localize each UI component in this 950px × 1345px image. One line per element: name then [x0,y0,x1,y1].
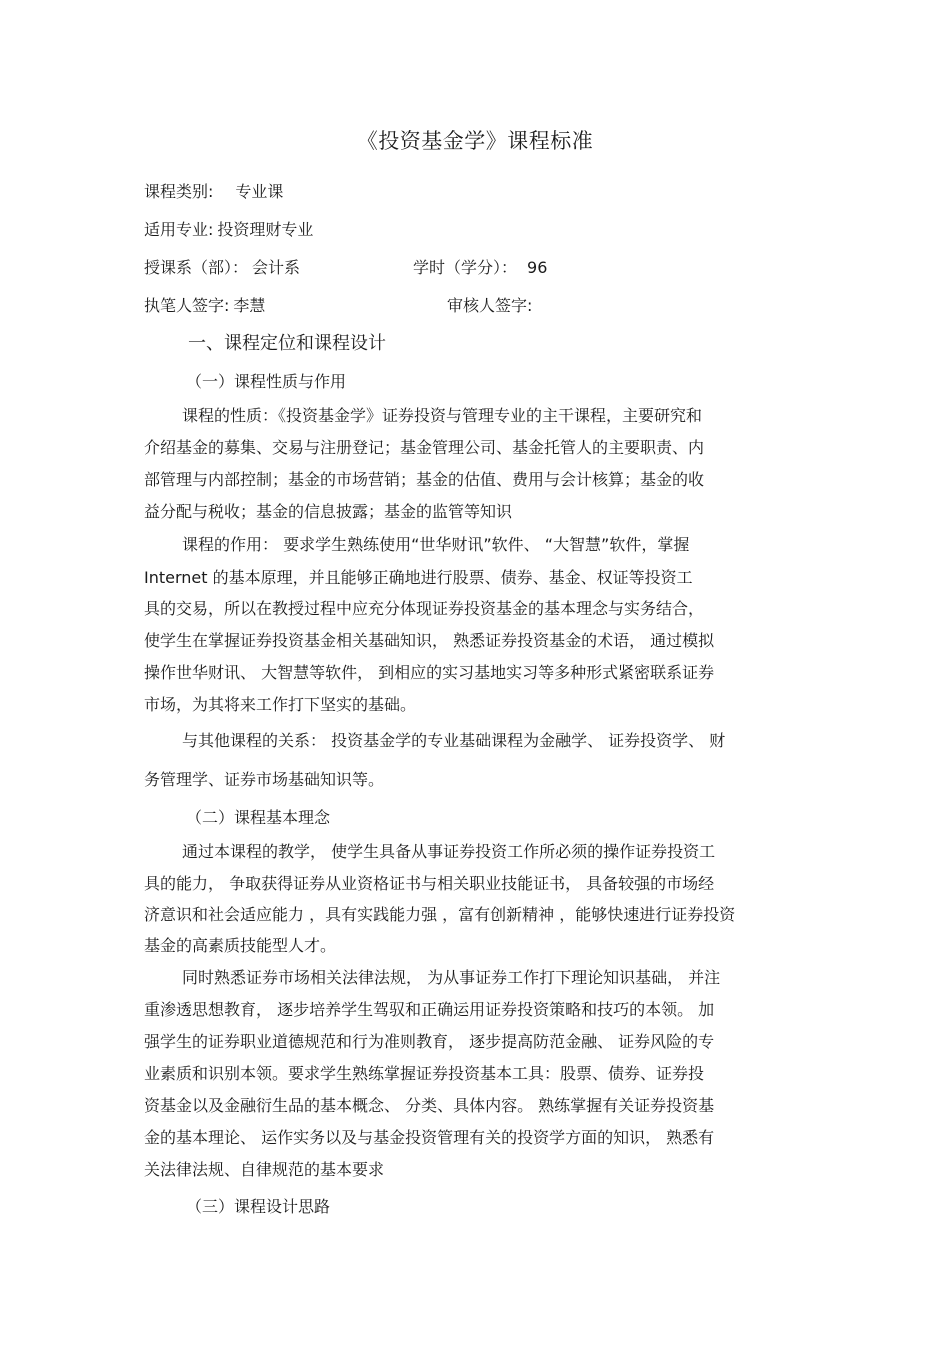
paragraph-line: Internet 的基本原理，并且能够正确地进行股票、债券、基金、权证等投资工 [144,568,693,587]
section-heading-1: 一、课程定位和课程设计 [188,333,386,354]
paragraph-line: 益分配与税收；基金的信息披露；基金的监管等知识 [144,502,513,521]
paragraph-line: 课程的性质：《投资基金学》证券投资与管理专业的主干课程，主要研究和 [182,406,703,425]
paragraph-line: 具的能力， 争取获得证券从业资格证书与相关职业技能证书， 具备较强的市场经 [144,874,715,893]
meta-author [144,294,265,318]
meta-category [144,180,283,204]
meta-dept [144,256,300,280]
category-label: 课程类别: [144,182,214,201]
paragraph-line: 部管理与内部控制；基金的市场营销；基金的估值、费用与会计核算；基金的收 [144,470,705,489]
major-value: 投资理财专业 [217,220,314,239]
paragraph-line: 使学生在掌握证券投资基金相关基础知识， 熟悉证券投资基金的术语， 通过模拟 [144,631,715,650]
paragraph-line: 具的交易，所以在教授过程中应充分体现证券投资基金的基本理念与实务结合， [144,599,705,618]
paragraph-line: 资基金以及金融衍生品的基本概念、 分类、具体内容。 熟练掌握有关证券投资基 [144,1096,715,1115]
meta-reviewer [447,294,532,318]
author-value: 李慧 [233,296,266,315]
paragraph-line: 介绍基金的募集、交易与注册登记；基金管理公司、基金托管人的主要职责、内 [144,438,705,457]
paragraph-line: 基金的高素质技能型人才。 [144,936,337,955]
dept-label: 授课系（部）： [144,258,249,277]
subsection-heading-3: （三）课程设计思路 [186,1197,331,1216]
paragraph-line: 通过本课程的教学， 使学生具备从事证券投资工作所必须的操作证券投资工 [182,842,716,861]
paragraph-line: 关法律法规、自律规范的基本要求 [144,1160,385,1179]
major-label: 适用专业: [144,220,214,239]
category-value: 专业课 [235,182,284,201]
paragraph-line: 市场，为其将来工作打下坚实的基础。 [144,695,417,714]
meta-hours [413,256,547,280]
paragraph-line: 务管理学、证券市场基础知识等。 [144,770,385,789]
paragraph-line: 与其他课程的关系： 投资基金学的专业基础课程为金融学、 证券投资学、 财 [182,731,726,750]
paragraph-line: 金的基本理论、 运作实务以及与基金投资管理有关的投资学方面的知识， 熟悉有 [144,1128,715,1147]
paragraph-line: 济意识和社会适应能力 ，具有实践能力强 ，富有创新精神 ，能够快速进行证券投资 [144,905,736,924]
author-label: 执笔人签字: [144,296,230,315]
reviewer-label: 审核人签字: [447,296,533,315]
subsection-heading-2: （二）课程基本理念 [186,808,331,827]
meta-major [144,218,313,242]
hours-label: 学时（学分）： [413,258,518,277]
paragraph-line: 重渗透思想教育， 逐步培养学生驾驭和正确运用证券投资策略和技巧的本领。 加 [144,1000,715,1019]
paragraph-line: 操作世华财讯、 大智慧等软件， 到相应的实习基地实习等多种形式紧密联系证券 [144,663,715,682]
page-title: 《投资基金学》课程标准 [356,129,594,153]
paragraph-line: 同时熟悉证券市场相关法律法规， 为从事证券工作打下理论知识基础， 并注 [182,968,721,987]
dept-value: 会计系 [252,258,301,277]
subsection-heading-1: （一）课程性质与作用 [186,372,347,391]
paragraph-line: 强学生的证券职业道德规范和行为准则教育， 逐步提高防范金融、 证券风险的专 [144,1032,715,1051]
paragraph-line: 课程的作用： 要求学生熟练使用“世华财讯”软件、 “大智慧”软件，掌握 [182,535,690,554]
hours-value: 96 [527,258,548,277]
paragraph-line: 业素质和识别本领。要求学生熟练掌握证券投资基本工具：股票、债券、证券投 [144,1064,705,1083]
